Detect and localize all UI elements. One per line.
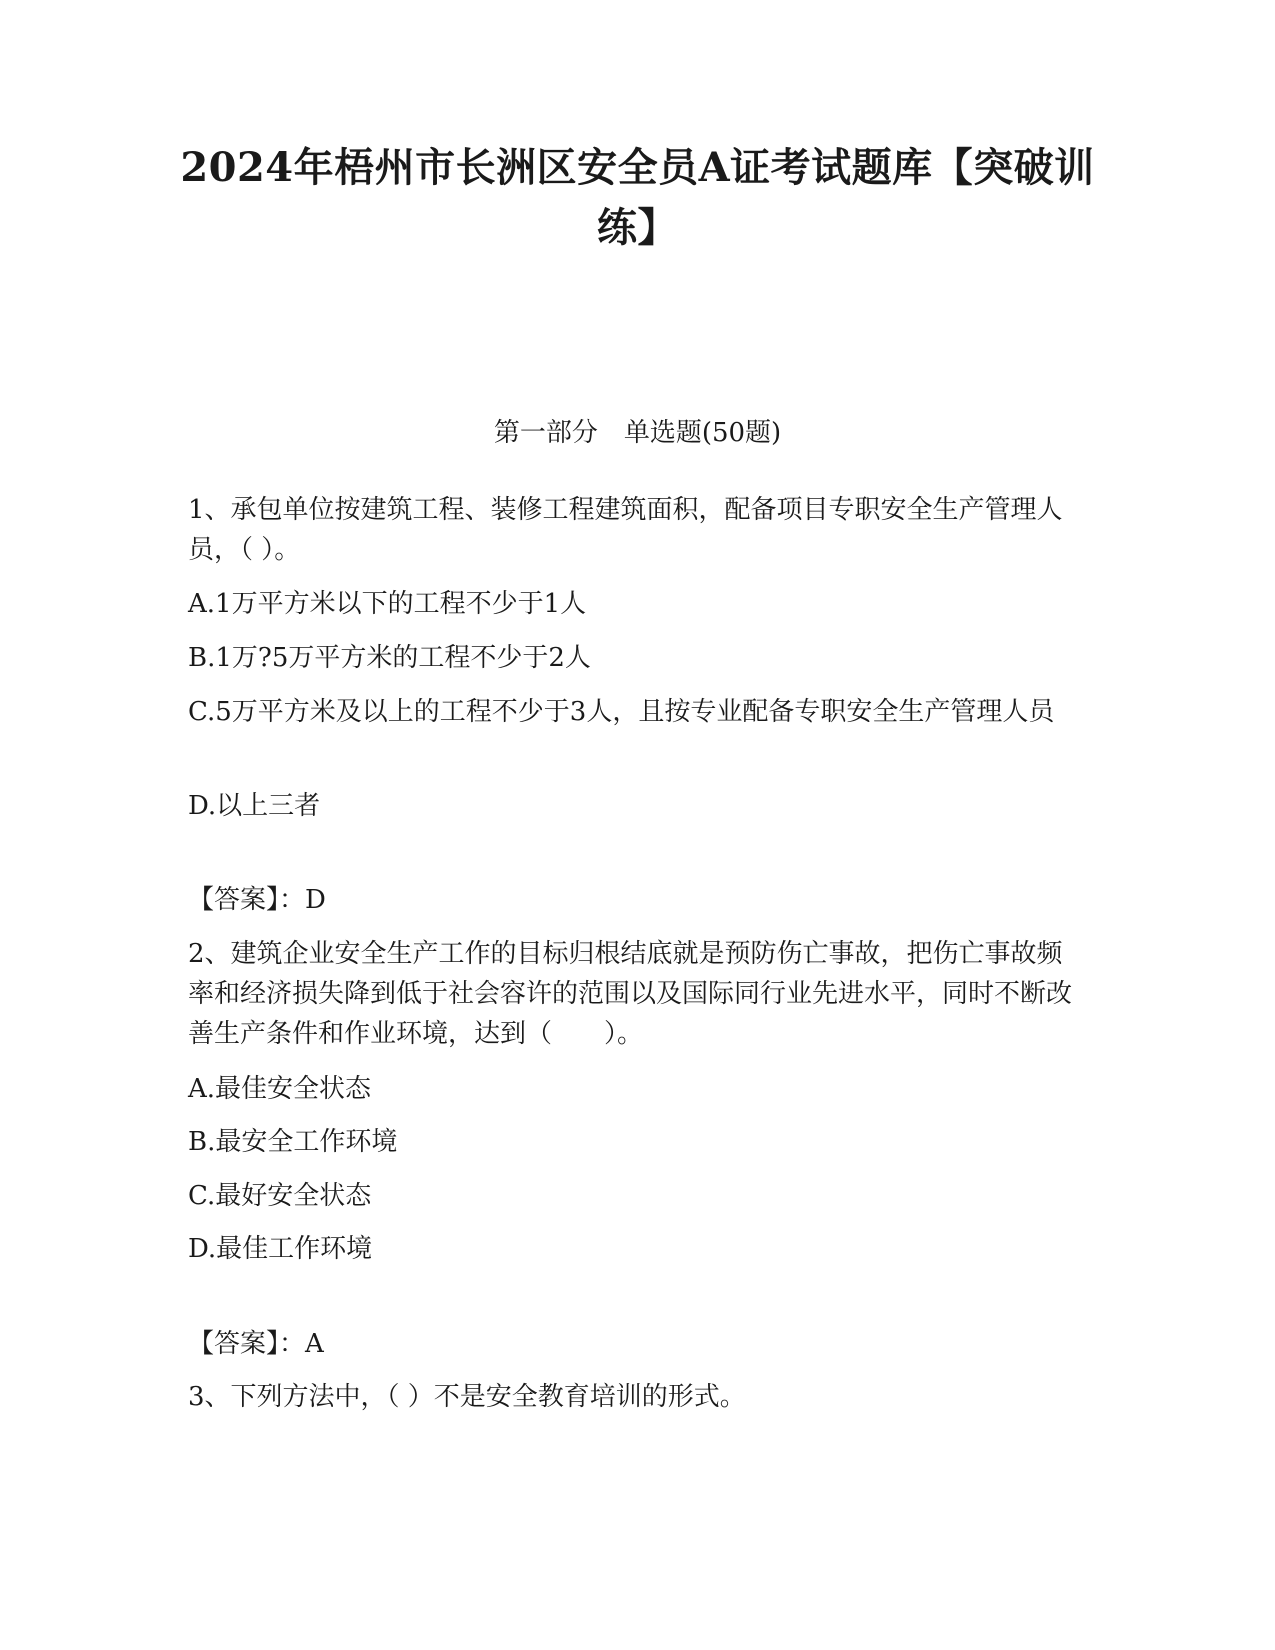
question-2-answer: 【答案】：A	[188, 1329, 324, 1359]
question-3-stem: 3、下列方法中，（ ）不是安全教育培训的形式。	[188, 1382, 746, 1412]
question-1-answer: 【答案】：D	[188, 885, 326, 915]
question-2-option-c: C.最好安全状态	[188, 1181, 372, 1211]
question-1-option-c: C.5万平方米及以上的工程不少于3人，且按专业配备专职安全生产管理人员	[188, 697, 1055, 727]
question-2-option-d: D.最佳工作环境	[188, 1234, 373, 1264]
document-title: 2024年梧州市长洲区安全员A证考试题库【突破训练】	[180, 144, 1095, 251]
section-heading: 第一部分 单选题(50题)	[493, 418, 782, 448]
question-1-option-d: D.以上三者	[188, 791, 321, 821]
question-1-option-b: B.1万?5万平方米的工程不少于2人	[188, 643, 591, 673]
question-2-stem: 2、建筑企业安全生产工作的目标归根结底就是预防伤亡事故，把伤亡事故频率和经济损失降到低于社会容许的范围以及国际同行业先进水平，同时不断改善生产条件和作业环境，达到（ ）。	[188, 939, 1073, 1049]
question-1-option-a: A.1万平方米以下的工程不少于1人	[188, 589, 587, 619]
question-2-option-b: B.最安全工作环境	[188, 1127, 398, 1157]
question-2-option-a: A.最佳安全状态	[188, 1074, 372, 1104]
question-1-stem: 1、承包单位按建筑工程、装修工程建筑面积，配备项目专职安全生产管理人员，（ ）。	[188, 495, 1063, 565]
